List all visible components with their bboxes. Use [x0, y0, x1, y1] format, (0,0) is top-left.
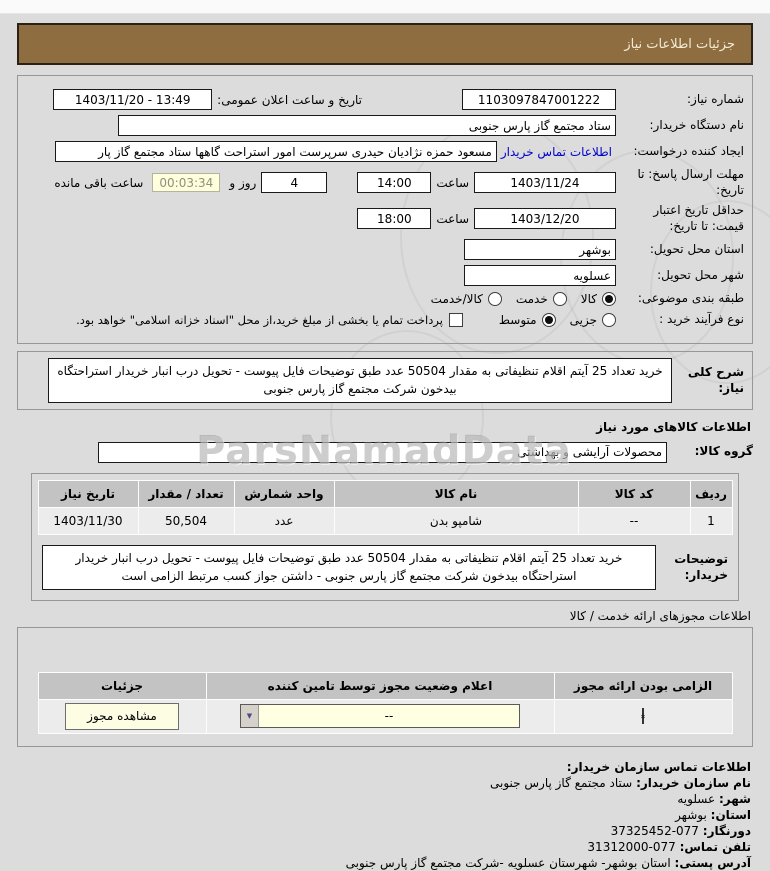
radio-minor[interactable]	[602, 313, 616, 327]
category-option-goods-service[interactable]	[431, 292, 502, 306]
items-table-box	[31, 473, 739, 601]
price-validity-label: حداقل تاریخ اعتبار قیمت: تا تاریخ:	[653, 203, 744, 233]
items-table	[38, 480, 733, 535]
item-name: شامپو بدن	[334, 507, 578, 534]
buyer-contact-link[interactable]: اطلاعات تماس خریدار	[500, 144, 612, 159]
radio-goods-label: کالا	[580, 292, 597, 307]
radio-medium[interactable]	[542, 313, 556, 327]
city-label: شهر محل تحویل:	[657, 268, 744, 283]
contact-fax-line	[19, 823, 751, 839]
deadline-days-input[interactable]	[261, 172, 327, 193]
permit-details-cell	[38, 699, 206, 733]
announce-datetime-input[interactable]	[53, 89, 212, 110]
items-table-header-row	[38, 480, 732, 507]
deadline-hour-label: ساعت	[436, 175, 469, 190]
category-label: طبقه بندی موضوعی:	[637, 291, 744, 306]
contact-address-label: آدرس پستی:	[674, 855, 751, 870]
hours-remaining-label: ساعت باقی مانده	[54, 175, 144, 190]
process-type-label: نوع فرآیند خرید :	[659, 311, 744, 326]
process-option-medium[interactable]	[499, 313, 556, 327]
deadline-time-input[interactable]	[357, 172, 431, 193]
chevron-down-icon[interactable]: ▼	[241, 705, 259, 727]
contact-org-label: نام سازمان خریدار:	[636, 775, 751, 790]
need-desc-text: خرید تعداد 25 آیتم اقلام تنظیفاتی به مقدار 50504 عدد طبق توضیحات فایل پیوست - تحویل درب انبار خریدار استراحتگاه بیدخون شرکت مجتمع گاز پارس جنوبی	[48, 358, 672, 403]
permit-status-value: --	[384, 709, 394, 724]
deadline-date-input[interactable]	[474, 172, 616, 193]
price-validity-row	[26, 203, 744, 234]
contact-province-line	[19, 807, 751, 823]
buyer-org-row	[26, 115, 744, 136]
contact-org-value: ستاد مجتمع گاز پارس جنوبی	[489, 775, 633, 790]
col-item-name: نام کالا	[334, 480, 578, 507]
contact-province-value: بوشهر	[675, 807, 707, 822]
contact-org-line	[19, 775, 751, 791]
validity-date-input[interactable]	[474, 208, 616, 229]
col-permit-details: جزئیات	[38, 672, 206, 699]
contact-phone-line	[19, 839, 751, 855]
permit-status-dropdown[interactable]	[240, 704, 520, 728]
contact-city-label: شهر:	[719, 791, 751, 806]
view-permit-button[interactable]: مشاهده مجوز	[65, 703, 179, 730]
need-info-form	[17, 75, 753, 344]
radio-service-label: خدمت	[515, 292, 548, 307]
need-number-label: شماره نیاز:	[687, 91, 744, 106]
city-row	[26, 265, 744, 286]
page-title: جزئیات اطلاعات نیاز	[624, 36, 735, 52]
item-unit: عدد	[234, 507, 334, 534]
contact-info	[19, 759, 751, 871]
permit-required-cell	[554, 699, 732, 733]
announce-datetime-label: تاریخ و ساعت اعلان عمومی:	[217, 92, 362, 107]
radio-goods[interactable]	[602, 292, 616, 306]
category-row	[26, 291, 744, 307]
col-row-number: ردیف	[690, 480, 732, 507]
requester-label: ایجاد کننده درخواست:	[633, 143, 744, 158]
permit-required-checkbox[interactable]	[642, 708, 644, 724]
col-need-date: تاریخ نیاز	[38, 480, 138, 507]
group-row	[17, 442, 753, 463]
category-option-goods[interactable]	[581, 292, 616, 306]
days-and-label: روز و	[229, 175, 257, 190]
col-permit-status: اعلام وضعیت مجوز توسط تامین کننده	[206, 672, 554, 699]
buyer-desc-label: توضیحات خریدار:	[674, 552, 728, 583]
contact-fax-value: 37325452-077	[610, 823, 699, 838]
contact-phone-value: 31312000-077	[587, 839, 676, 854]
category-option-service[interactable]	[516, 292, 567, 306]
deadline-row	[26, 167, 744, 198]
permits-table	[38, 672, 733, 734]
province-input[interactable]	[464, 239, 616, 260]
group-input[interactable]	[98, 442, 667, 463]
permit-status-cell	[206, 699, 554, 733]
contact-heading: اطلاعات تماس سازمان خریدار:	[566, 759, 751, 774]
contact-province-label: استان:	[710, 807, 751, 822]
countdown-timer: 00:03:34	[152, 173, 220, 192]
parsnamaddata-watermark: ParsNamadData	[196, 428, 572, 474]
contact-city-line	[19, 791, 751, 807]
need-number-input[interactable]	[462, 89, 616, 110]
buyer-desc-row	[32, 535, 738, 592]
permit-row	[38, 699, 732, 733]
requester-row	[26, 141, 744, 162]
contact-phone-label: تلفن تماس:	[679, 839, 751, 854]
radio-goods-service-label: کالا/خدمت	[430, 292, 483, 307]
deadline-label: مهلت ارسال پاسخ: تا تاریخ:	[637, 167, 744, 197]
item-need-date: 1403/11/30	[38, 507, 138, 534]
permits-heading: اطلاعات مجوزهای ارائه خدمت / کالا	[569, 608, 751, 623]
need-desc-box	[17, 351, 753, 410]
radio-medium-label: متوسط	[498, 312, 537, 327]
col-quantity: تعداد / مقدار	[138, 480, 234, 507]
process-option-minor[interactable]	[570, 313, 616, 327]
requester-input[interactable]	[55, 141, 497, 162]
buyer-desc-text: خرید تعداد 25 آیتم اقلام تنظیفاتی به مقدار 50504 عدد طبق توضیحات فایل پیوست - تحویل درب انبار خریدار استراحتگاه بیدخون شرکت مجتمع گاز پارس جنوبی - داشتن جواز کسب مرتبط الزامی است	[42, 545, 656, 590]
radio-minor-label: جزیی	[569, 312, 597, 327]
contact-fax-label: دورنگار:	[702, 823, 751, 838]
item-row	[38, 507, 732, 534]
province-label: استان محل تحویل:	[649, 242, 744, 257]
treasury-note: پرداخت تمام یا بخشی از مبلغ خرید،از محل "اسناد خزانه اسلامی" خواهد بود.	[76, 312, 443, 327]
contact-address-line	[19, 855, 751, 871]
treasury-checkbox[interactable]	[449, 313, 463, 327]
buyer-org-label: نام دستگاه خریدار:	[649, 117, 744, 132]
items-heading: اطلاعات کالاهای مورد نیاز	[596, 419, 751, 434]
contact-city-value: عسلویه	[677, 791, 716, 806]
radio-service[interactable]	[553, 292, 567, 306]
permits-header-row	[38, 672, 732, 699]
validity-hour-label: ساعت	[436, 211, 469, 226]
item-quantity: 50,504	[138, 507, 234, 534]
contact-address-value: استان بوشهر- شهرستان عسلویه -شرکت مجتمع گاز پارس جنوبی	[345, 855, 671, 870]
permits-box	[17, 627, 753, 747]
city-input[interactable]	[464, 265, 616, 286]
col-item-code: کد کالا	[578, 480, 690, 507]
process-type-row	[26, 312, 744, 328]
validity-time-input[interactable]	[357, 208, 431, 229]
col-permit-required: الزامی بودن ارائه مجوز	[554, 672, 732, 699]
page-title-bar	[17, 23, 753, 65]
radio-goods-service[interactable]	[488, 292, 502, 306]
need-number-row	[26, 89, 744, 110]
item-row-number: 1	[690, 507, 732, 534]
group-label: گروه کالا:	[694, 444, 753, 459]
province-row	[26, 239, 744, 260]
item-code: --	[578, 507, 690, 534]
buyer-org-input[interactable]	[118, 115, 616, 136]
top-strip	[0, 0, 770, 14]
col-unit: واحد شمارش	[234, 480, 334, 507]
need-desc-label: شرح کلی نیاز:	[687, 364, 744, 396]
